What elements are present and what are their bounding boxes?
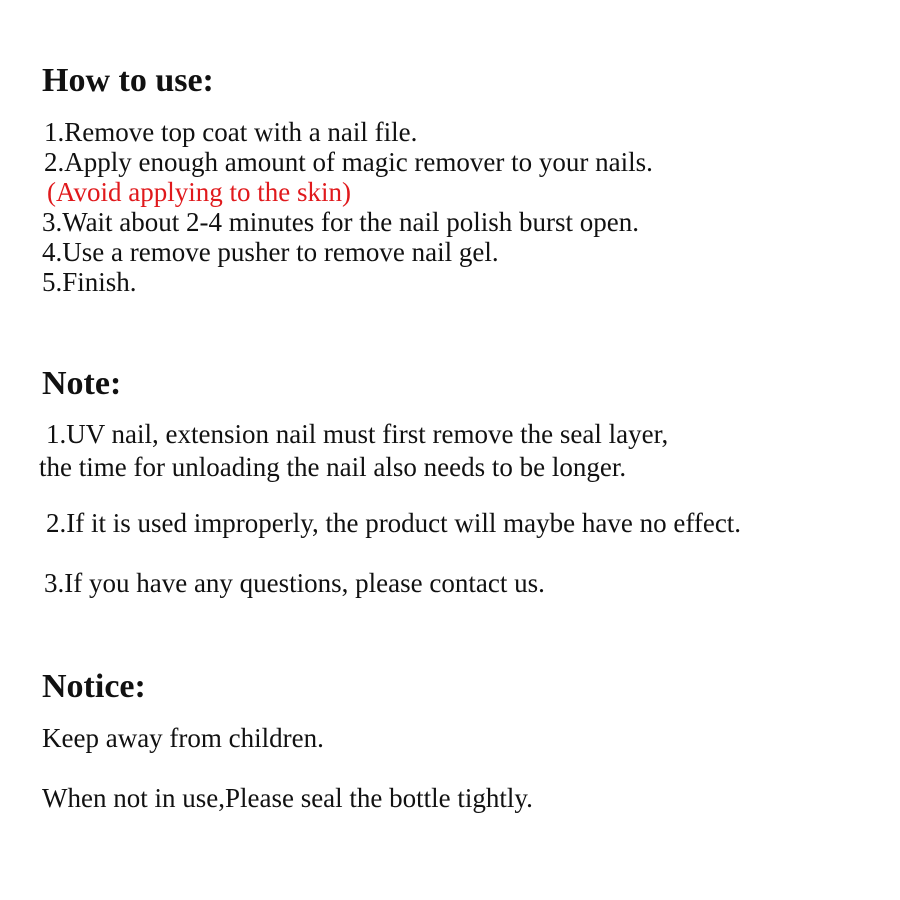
note-item-3: 3.If you have any questions, please contact us. xyxy=(44,568,545,598)
note-item-1-continued: the time for unloading the nail also needs to be longer. xyxy=(39,452,627,482)
notice-heading: Notice: xyxy=(42,668,146,705)
how-to-use-warning: (Avoid applying to the skin) xyxy=(47,177,351,207)
how-to-use-step-2: 2.Apply enough amount of magic remover to your nails. xyxy=(44,147,653,177)
how-to-use-step-5: 5.Finish. xyxy=(42,267,137,297)
notice-item-2: When not in use,Please seal the bottle tightly. xyxy=(42,783,533,813)
how-to-use-step-3: 3.Wait about 2-4 minutes for the nail polish burst open. xyxy=(42,207,639,237)
how-to-use-step-1: 1.Remove top coat with a nail file. xyxy=(44,117,418,147)
note-item-1: 1.UV nail, extension nail must first remove the seal layer, xyxy=(46,419,669,449)
how-to-use-step-4: 4.Use a remove pusher to remove nail gel. xyxy=(42,237,499,267)
note-heading: Note: xyxy=(42,365,122,402)
note-item-2: 2.If it is used improperly, the product will maybe have no effect. xyxy=(46,508,742,538)
how-to-use-heading: How to use: xyxy=(42,62,214,99)
notice-item-1: Keep away from children. xyxy=(42,723,324,753)
